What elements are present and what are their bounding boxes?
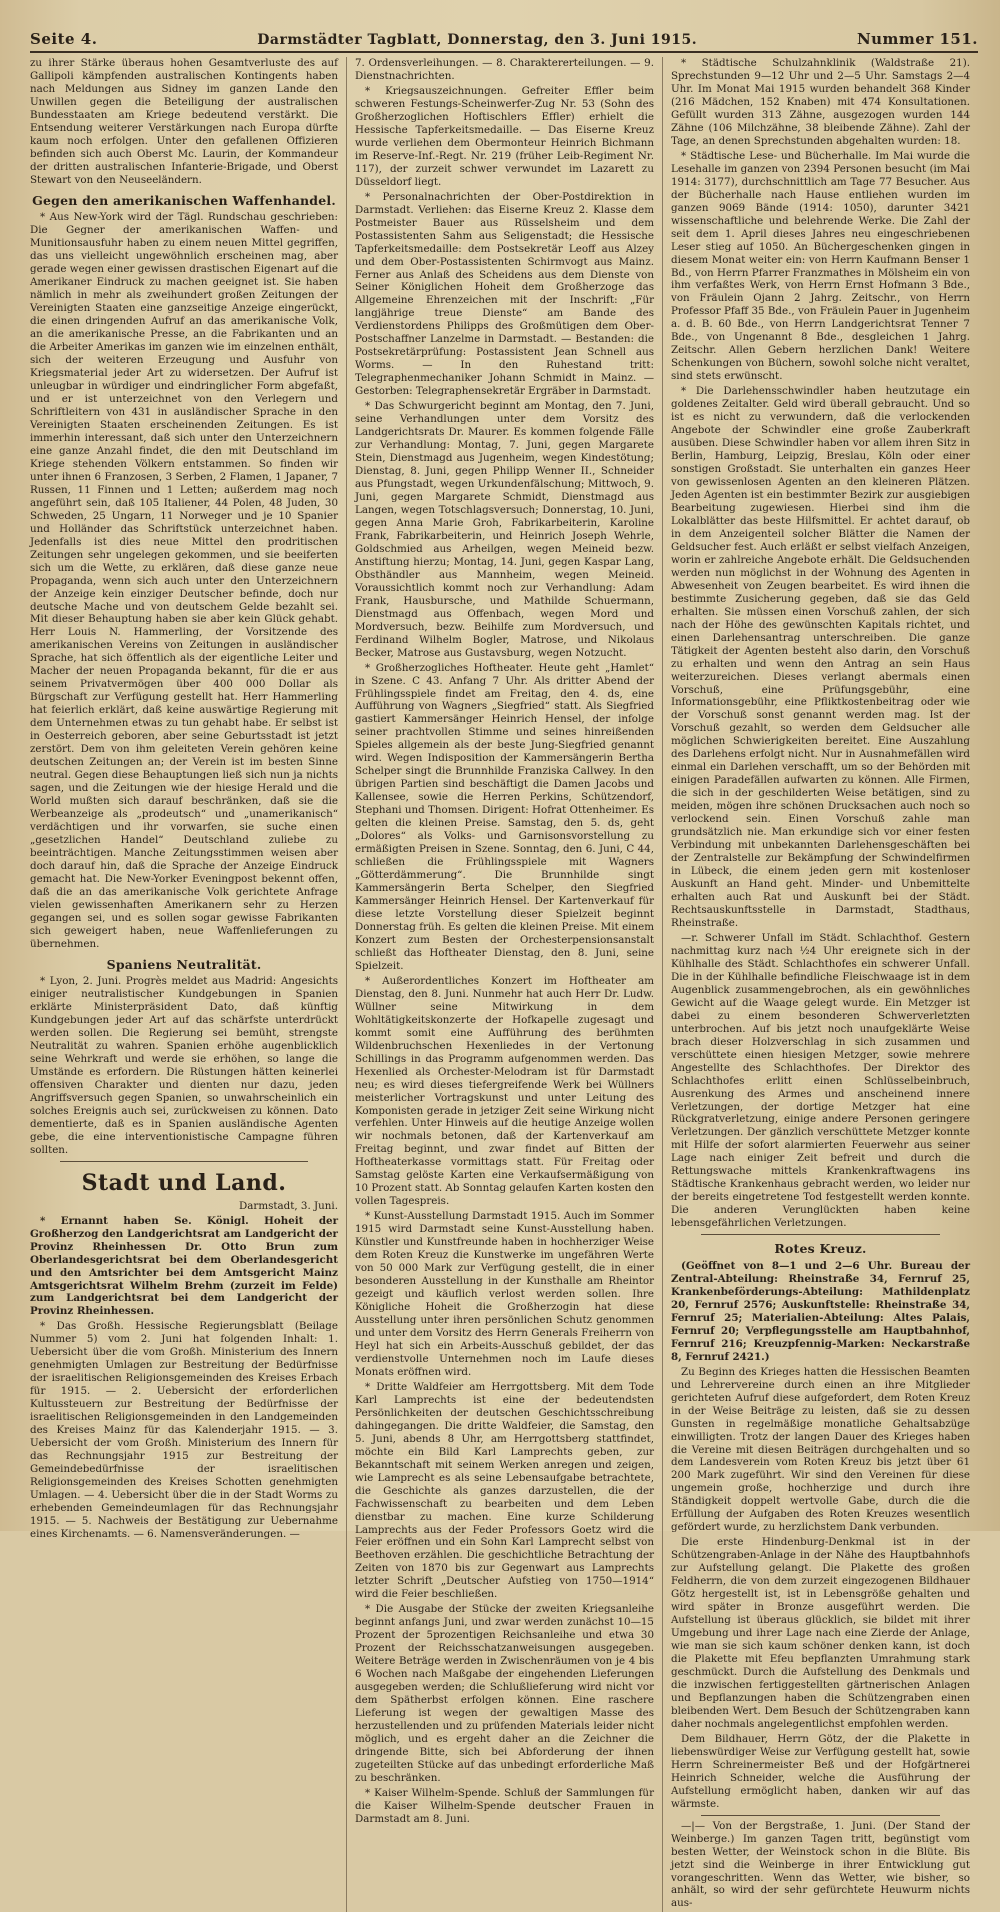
dateline: Darmstadt, 3. Juni.	[239, 1199, 338, 1212]
article-text: Zu Beginn des Krieges hatten die Hessischen Beamten und Lehrervereine durch einen an ihre Mitglieder gerichteten Aufruf diese aufgefordert, dem Roten Kreuz in der Weise Beiträge zu leisten, daß sie zu dessen Gunsten in regelmäßige monatliche Gehaltsabzüge einwilligten. Trotz der langen Dauer des Krieges haben die Vereine mit diesen Beiträgen durchgehalten und so dem Landesverein vom Roten Kreuz bis jetzt über 61 200 Mark zugeführt. Wir sind den Vereinen für diese ungemein große, hochherzige und durch ihre Ständigkeit doppelt wertvolle Gabe, durch die die Erfüllung der Aufgaben des Roten Kreuzes wesentlich gefördert wurde, zu herzlichstem Dank verbunden.	[671, 1365, 970, 1534]
article-text: * Kaiser Wilhelm-Spende. Schluß der Sammlungen für die Kaiser Wilhelm-Spende deutscher Frauen in Darmstadt am 8. Juni.	[355, 1786, 654, 1825]
article-text: * Die Ausgabe der Stücke der zweiten Kriegsanleihe beginnt anfangs Juni, und zwar werden zunächst 10—15 Prozent der 5prozentigen Reichsanleihe und etwa 30 Prozent der Reichsschatzanweisungen ausgegeben. Weitere Beträge werden in Zwischenräumen von je 4 bis 6 Wochen nach Maßgabe der eingehenden Lieferungen ausgegeben werden; die Schlußlieferung wird nicht vor dem Spätherbst erfolgen können. Eine raschere Lieferung ist wegen der gewaltigen Masse des herzustellenden und zu prüfenden Materials leider nicht möglich, und es ergeht daher an die Zeichner die dringende Bitte, sich bei Abforderung der ihnen zugeteilten Stücke auf das unbedingt erforderliche Maß zu beschränken.	[355, 1603, 654, 1784]
article-text: —|— Von der Bergstraße, 1. Juni. (Der Stand der Weinberge.) Im ganzen Tagen tritt, begünstigt vom besten Wetter, der Weinstock schon in die Blüte. Bis jetzt sind die Weinberge in ihrer Entwicklung gut vorangeschritten. Wenn das Wetter, wie bisher, so anhält, so wird der sehr gefürchtete Heuwurm nichts aus-	[671, 1819, 970, 1910]
page-header	[30, 30, 978, 53]
article-text: (Geöffnet von 8—1 und 2—6 Uhr. Bureau der Zentral-Abteilung: Rheinstraße 34, Fernruf 25, Krankenbeförderungs-Abteilung: Mathildenplatz 20, Fernruf 2576; Auskunftstelle: Rheinstraße 34, Fernruf 25; Materialien-Abteilung: Altes Palais, Fernruf 20; Verpflegungsstelle am Hauptbahnhof, Fernruf 216; Kreuzpfennig-Marken: Neckarstraße 8, Fernruf 2421.)	[671, 1259, 970, 1363]
article-text: * Aus New-York wird der Tägl. Rundschau geschrieben: Die Gegner der amerikanischen Waffen- und Munitionsausfuhr haben zu einem neuen Mittel gegriffen, das uns vielleicht ungewöhnlich erscheinen mag, aber gerade wegen einer gewissen drastischen Eigenart auf die Amerikaner Eindruck zu machen geeignet ist. Sie haben nämlich in mehr als zweihundert großen Zeitungen der Vereinigten Staaten eine ganzseitige Anzeige eingerückt, die einen dringenden Aufruf an das amerikanische Volk, an die amerikanische Presse, an die Fabrikanten und an die Arbeiter Amerikas im ganzen wie im einzelnen enthält, sich der weiteren Erzeugung und Ausfuhr von Kriegsmaterial jeder Art zu widersetzen. Der Aufruf ist unleugbar in würdiger und eindringlicher Form abgefaßt, und er ist unterzeichnet von den Verlegern und Schriftleitern von 431 in ausländischer Sprache in den Vereinigten Staaten erscheinenden Zeitungen. Es ist immerhin interessant, daß sich unter den Unterzeichnern eine ganze Anzahl findet, die den mit Deutschland im Kriege stehenden Völkern entstammen. So finden wir unter ihnen 6 Franzosen, 3 Serben, 2 Flamen, 1 Japaner, 7 Russen, 11 Finnen und 1 Letten; außerdem mag noch angeführt sein, daß 105 Italiener, 44 Polen, 48 Juden, 30 Schweden, 25 Ungarn, 11 Norweger und je 10 Spanier und Holländer das Schriftstück unterzeichnet haben. Jedenfalls ist dies neue Mittel den prodritischen Zeitungen sehr ungelegen gekommen, und sie beeiferten sich um die Wette, zu erklären, daß diese ganze neue Propaganda, wenn sich auch unter den Unterzeichnern der Anzeige kein einziger Deutscher befinde, doch nur deutsche Mache und von deutschem Gelde bezahlt sei. Mit dieser Behauptung haben sie aber kein Glück gehabt. Herr Louis N. Hammerling, der Vorsitzende des amerikanischen Vereins von Zeitungen in ausländischer Sprache, hat sich öffentlich als der eigentliche Leiter und Macher der neuen Propaganda bekannt, für die er aus seinem Privatvermögen über 400 000 Dollar als Bürgschaft zur Verfügung gestellt hat. Herr Hammerling hat feierlich erklärt, daß keine auswärtige Regierung mit dem Unternehmen etwas zu tun gehabt habe. Er selbst ist in Oesterreich geboren, aber seine Geburtsstadt ist jetzt zerstört. Dem von ihm geleiteten Verein gehören keine deutschen Zeitungen an; der Verein ist im besten Sinne neutral. Gegen diese Behauptungen ließ sich nun ja nichts sagen, und die Zeitungen wie der hiesige Herald und die World mußten sich darauf beschränken, daß sie die Werbeanzeige als „prodeutsch“ und „unamerikanisch“ verdächtigen und ihr vorwarfen, sie suche einen „gesetzlichen Handel“ Deutschland zuliebe zu beeinträchtigen. Manche Zeitungsstimmen weisen aber doch darauf hin, daß die Sprache der Anzeige Eindruck gemacht hat. Die New-Yorker Eveningpost bekennt offen, daß die an das amerikanische Volk gerichtete Anfrage vielen gewissenhaften Amerikanern sehr zu Herzen gegangen sei, und es sollen sogar gewisse Fabrikanten sich geweigert haben, neue Waffenlieferungen zu übernehmen.	[30, 211, 338, 950]
column-1	[30, 57, 346, 1912]
issue-number: Nummer 151.	[856, 30, 978, 48]
article-text: Dem Bildhauer, Herrn Götz, der die Plakette in liebenswürdiger Weise zur Verfügung gestellt hat, sowie Herrn Schreinermeister Beß und der Hofgärtnerei Heinrich Schneider, welche die Ausführung der Aufstellung ermöglicht haben, danken wir auf das wärmste.	[671, 1732, 970, 1810]
article-headline: Spaniens Neutralität.	[106, 956, 262, 972]
article-text: * Das Großh. Hessische Regierungsblatt (Beilage Nummer 5) vom 2. Juni hat folgenden Inhalt: 1. Uebersicht über die vom Großh. Ministerium des Innern genehmigten Umlagen zur Bestreitung der Bedürfnisse der israelitischen Religionsgemeinden des Kreises Erbach für 1915. — 2. Uebersicht der erforderlichen Kultussteuern zur Bestreitung der Bedürfnisse der israelitischen Religionsgemeinden in den Landgemeinden des Kreises Mainz für das Kalenderjahr 1915. — 3. Uebersicht der vom Großh. Ministerium des Innern für das Rechnungsjahr 1915 zur Bestreitung der Gemeindebedürfnisse der israelitischen Religionsgemeinden des Kreises Schotten genehmigten Umlagen. — 4. Uebersicht über die in der Stadt Worms zu erhebenden Gemeindeumlagen für das Rechnungsjahr 1915. — 5. Nachweis der Bestätigung zur Uebernahme eines Kirchenamts. — 6. Namensveränderungen. —	[30, 1320, 338, 1540]
section-headline: Stadt und Land.	[81, 1169, 287, 1196]
article-headline: Gegen den amerikanischen Waffenhandel.	[32, 192, 336, 208]
article-text: * Städtische Lese- und Bücherhalle. Im Mai wurde die Lesehalle im ganzen von 2394 Personen besucht (im Mai 1914: 3177), durchschnittlich am Tage 77 Besucher. Aus der Bücherhalle nach Hause entliehen wurden im ganzen 9069 Bände (1914: 1050), darunter 3421 wissenschaftliche und belehrende Werke. Die Zahl der seit dem 1. April dieses Jahres neu eingeschriebenen Leser stieg auf 1050. An Büchergeschenken gingen in diesem Monat weiter ein: von Herrn Kaufmann Benser 1 Bd., von Herrn Pfarrer Franzmathes in Mölsheim ein von ihm verfaßtes Werk, von Herrn Ernst Hofmann 3 Bde., von Fräulein Ojann 2 Jahrg. Zeitschr., von Herrn Professor Pfaff 35 Bde., von Fräulein Pauer in Jugenheim a. d. B. 60 Bde., von Herrn Landgerichtsrat Tenner 7 Bde., von Ungenannt 8 Bde., desgleichen 1 Jahrg. Zeitschr. Allen Gebern herzlichen Dank! Weitere Schenkungen von Büchern, sowohl solche nicht veraltet, sind stets erwünscht.	[671, 149, 970, 383]
article-text: * Großherzogliches Hoftheater. Heute geht „Hamlet“ in Szene. C 43. Anfang 7 Uhr. Als dritter Abend der Frühlingsspiele findet am Freitag, den 4. ds, eine Aufführung von Wagners „Siegfried“ statt. Als Siegfried gastiert Kammersänger Heinrich Hensel, der infolge seiner prachtvollen Stimme und seines hinreißenden Spieles allgemein als der beste Jung-Siegfried genannt wird. Wegen Indisposition der Kammersängerin Bertha Schelper singt die Brunnhilde Franziska Callwey. In den übrigen Partien sind beschäftigt die Damen Jacobs und Kallensee, sowie die Herren Perkins, Schützendorf, Stephani und Thomsen. Dirigent: Hofrat Ottenheimer. Es gelten die kleinen Preise. Samstag, den 5. ds, geht „Dolores“ als Volks- und Garnisonsvorstellung zu ermäßigten Preisen in Szene. Sonntag, den 6. Juni, C 44, schließen die Frühlingsspiele mit Wagners „Götterdämmerung“. Die Brunnhilde singt Kammersängerin Berta Schelper, den Siegfried Kammersänger Heinrich Hensel. Der Kartenverkauf für diese letzte Vorstellung dieser Spielzeit beginnt Donnerstag früh. Es gelten die kleinen Preise. Mit einem Konzert zum Besten der Orchesterpensionsanstalt schließt das Hoftheater Dienstag, den 8. Juni, seine Spielzeit.	[355, 661, 654, 972]
article-headline: Rotes Kreuz.	[774, 1241, 867, 1257]
columns	[30, 57, 978, 1910]
divider	[701, 1234, 940, 1235]
article-text: * Kunst-Ausstellung Darmstadt 1915. Auch im Sommer 1915 wird Darmstadt seine Kunst-Ausstellung haben. Künstler und Kunstfreunde haben in hochherziger Weise dem Roten Kreuz die Kunstwerke im ungefähren Werte von 50 000 Mark zur Verfügung gestellt, die in einer besonderen Ausstellung in der Kunsthalle am Rheintor gezeigt und käuflich verlost werden sollen. Ihre Königliche Hoheit die Großherzogin hat diese Ausstellung unter ihren persönlichen Schutz genommen und unter dem Vorsitz des Herrn Generals Freiherrn von Heyl hat sich ein Arbeits-Ausschuß gebildet, der das verdienstvolle Unternehmen noch im Laufe dieses Monats eröffnen wird.	[355, 1210, 654, 1378]
article-text: * Lyon, 2. Juni. Progrès meldet aus Madrid: Angesichts einiger neutralistischer Kundgebungen in Spanien erklärte Ministerpräsident Dato, daß künftig Kundgebungen jeder Art auf das schärfste unterdrückt werden sollen. Die Regierung sei bemüht, strengste Neutralität zu wahren. Spanien erhöhe augenblicklich seine Wehrkraft und werde sie erhöhen, so lange die Umstände es erfordern. Die Rüstungen hätten keinerlei offensiven Charakter und dienten nur dazu, jeden Angriffsversuch gegen Spanien, so unwahrscheinlich ein solches Ereignis auch sei, zurückweisen zu können. Dato dementierte, daß es in Spanien ausländische Agenten gebe, die eine interventionistische Campagne führen sollten.	[30, 975, 338, 1156]
article-text: * Die Darlehensschwindler haben heutzutage ein goldenes Zeitalter. Geld wird überall gebraucht. Und so ist es nicht zu verwundern, daß die verlockenden Angebote der Schwindler eine große Zauberkraft ausüben. Diese Schwindler haben vor allem ihren Sitz in Berlin, Hamburg, Leipzig, Breslau, Köln oder einer sonstigen Großstadt. Sie unterhalten ein ganzes Heer von gewissenlosen Agenten an den kleineren Plätzen. Jeden Agenten ist ein bestimmter Bezirk zur ausgiebigen Bearbeitung zugewiesen. Hierbei sind ihm die Lokalblätter das beste Hilfsmittel. Er achtet darauf, ob in dem Anzeigenteil solcher Blätter die Namen der Geldsucher fest. Auch erläßt er selbst vielfach Anzeigen, worin er zahlreiche Angebote erhält. Die Geldsuchenden werden nun möglichst in der Wohnung des Agenten in Abwesenheit von Zeugen bearbeitet. Es wird ihnen die bestimmte Zusicherung gegeben, daß sie das Geld erhalten. Sie müssen einen Vorschuß zahlen, der sich nach der Höhe des gewünschten Kapitals richtet, und einen Darlehensantrag unterschreiben. Die ganze Tätigkeit der Agenten besteht also darin, den Vorschuß zu erhalten und wenn den Antrag an sein Haus weiterzureichen. Dieses verlangt abermals einen Vorschuß, eine Prüfungsgebühr, eine Informationsgebühr, eine Pfliktkostenbeitrag oder wie der Vorschuß sonst genannt werden mag. Ist der Vorschuß gezahlt, so werden dem Geldsucher alle möglichen Schwierigkeiten bereitet. Eine Auszahlung des Darlehens erfolgt nicht. Nur in Ausnahmefällen wird einmal ein Darlehen verschafft, um so der Behörden mit einigen Paradefällen aufwarten zu können. Alle Firmen, die sich in der geschilderten Weise betätigen, sind zu meiden, mögen ihre schönen Drucksachen auch noch so verlockend sein. Einen Vorschuß zahle man grundsätzlich nie. Man erkundige sich vor einer festen Verbindung mit unbekannten Darlehensgeschäften bei der Zentralstelle zur Bekämpfung der Schwindelfirmen in Lübeck, die einem jeden gern mit kostenloser Auskunft an Hand geht. Minder- und Unbemittelte erhalten auch Rat und Auskunft bei der Städt. Rechtsauskunftsstelle in Darmstadt, Stadthaus, Rheinstraße.	[671, 385, 970, 929]
article-text: —r. Schwerer Unfall im Städt. Schlachthof. Gestern nachmittag kurz nach ½4 Uhr ereignete sich in der Kühlhalle des Städt. Schlachthofes ein schwerer Unfall. Die in der Kühlhalle befindliche Fleischwaage ist in dem Augenblick zusammengebrochen, als ein gewöhnliches Gewicht auf die Waage gelegt wurde. Ein Metzger ist dabei zu einem besonderen Schwerverletzten unterbrochen. Auf bis jetzt noch unaufgeklärte Weise brach dieser Holzverschlag in sich zusammen und verschüttete einen hiesigen Metzger, sowie mehrere Angestellte des Schlachthofes. Der Direktor des Schlachthofes erlitt einen Schlüsselbeinbruch, Ausrenkung des Armes und anscheinend innere Verletzungen, der dortige Metzger hat eine Rückgratverletzung, einige andere Personen geringere Verletzungen. Der gänzlich verschüttete Metzger konnte mit Hilfe der sofort alarmierten Feuerwehr aus seiner Lage nach einiger Zeit befreit und durch die Rettungswache mittels Krankenkraftwagens ins Städtische Krankenhaus gebracht werden, wo leider nur der bereits eingetretene Tod festgestellt werden konnte. Die anderen Verunglückten haben keine lebensgefährlichen Verletzungen.	[671, 931, 970, 1230]
article-text: 7. Ordensverleihungen. — 8. Charaktererteilungen. — 9. Dienstnachrichten.	[355, 57, 654, 82]
column-3	[662, 57, 978, 1912]
article-text: * Personalnachrichten der Ober-Postdirektion in Darmstadt. Verliehen: das Eiserne Kreuz 2. Klasse dem Postmeister Bauer aus Rüsselsheim und dem Postassistenten Sahm aus Seligenstadt; die Hessische Tapferkeitsmedaille: dem Postsekretär Leoff aus Alzey und dem Ober-Postassistenten Schirmvogt aus Mainz. Ferner aus Anlaß des Scheidens aus dem Dienste von Seiner Königlichen Hoheit dem Großherzoge das Allgemeine Ehrenzeichen mit der Inschrift: „Für langjährige treue Dienste“ am Bande des Verdienstordens Philipps des Großmütigen dem Ober-Postschaffner Lanzelme in Darmstadt. — Bestanden: die Postsekretärprüfung: Postassistent Jean Schnell aus Worms. — In den Ruhestand tritt: Telegraphenmechaniker Johann Schmidt in Mainz. — Gestorben: Telegraphensekretär Ergräber in Darmstadt.	[355, 190, 654, 398]
article-text: Die erste Hindenburg-Denkmal ist in der Schützengraben-Anlage in der Nähe des Hauptbahnhofs zur Aufstellung gelangt. Die Plakette des großen Feldherrn, die von dem zurzeit eingezogenen Bildhauer Götz hergestellt ist, ist in Lebensgröße gehalten und wird später in Bronze ausgeführt werden. Die Aufstellung ist überaus glücklich, sie bildet mit ihrer Umgebung und ihrer Lage nach eine Zierde der Anlage, wie man sie sich kaum schöner denken kann, ist doch die Plakette mit Efeu bepflanzten Umrahmung stark geschmückt. Durch die Aufstellung des Denkmals und die inzwischen fertiggestellten gärtnerischen Anlagen und Bepflanzungen haben die Schützengraben einen bleibenden Wert. Dem Besuch der Schützengraben kann daher nochmals angelegentlichst empfohlen werden.	[671, 1536, 970, 1730]
divider	[60, 1161, 308, 1162]
article-text: * Kriegsauszeichnungen. Gefreiter Effler beim schweren Festungs-Scheinwerfer-Zug Nr. 53 (Sohn des Großherzoglichen Hoftischlers Effler) erhielt die Hessische Tapferkeitsmedaille. — Das Eiserne Kreuz wurde verliehen dem Obermonteur Heinrich Bichmann im Reserve-Inf.-Regt. Nr. 219 (früher Leib-Regiment Nr. 117), der zurzeit schwer verwundet im Lazarett zu Düsseldorf liegt.	[355, 84, 654, 188]
article-text: * Ernannt haben Se. Königl. Hoheit der Großherzog den Landgerichtsrat am Landgericht der Provinz Rheinhessen Dr. Otto Brun zum Oberlandesgerichtsrat bei dem Oberlandesgericht und den Amtsrichter bei dem Amtsgericht Mainz Amtsgerichtsrat Wilhelm Brehm (zurzeit im Felde) zum Landgerichtsrat bei dem Landgericht der Provinz Rheinhessen.	[30, 1214, 338, 1318]
article-text: zu ihrer Stärke überaus hohen Gesamtverluste des auf Gallipoli kämpfenden australischen Kontingents haben nach Meldungen aus Sidney im ganzen Lande den Unwillen gegen die Beteiligung der australischen Bundesstaaten am Kriege bedeutend verstärkt. Die Entsendung weiterer Verstärkungen nach Europa dürfte kaum noch erfolgen. Unter den gefallenen Offizieren befinden sich auch Oberst Mc. Laurin, der Kommandeur der dritten australischen Infanterie-Brigade, und Oberst Stewart von den Neuseeländern.	[30, 57, 338, 186]
masthead-line: Darmstädter Tagblatt, Donnerstag, den 3. Juni 1915.	[257, 32, 698, 48]
page-number: Seite 4.	[30, 30, 98, 48]
column-2	[346, 57, 662, 1912]
article-text: * Städtische Schulzahnklinik (Waldstraße 21). Sprechstunden 9—12 Uhr und 2—5 Uhr. Samstags 2—4 Uhr. Im Monat Mai 1915 wurden behandelt 368 Kinder (216 Mädchen, 152 Knaben) mit 474 Konsultationen. Gefüllt wurden 313 Zähne, ausgezogen wurden 144 Zähne (106 Milchzähne, 38 bleibende Zähne). Zahl der Tage, an denen Sprechstunden abgehalten wurden: 18.	[671, 57, 970, 147]
article-text: * Das Schwurgericht beginnt am Montag, den 7. Juni, seine Verhandlungen unter dem Vorsitz des Landgerichtsrats Dr. Maurer. Es kommen folgende Fälle zur Verhandlung: Montag, 7. Juni, gegen Margarete Stein, Dienstmagd aus Jugenheim, wegen Kindestötung; Dienstag, 8. Juni, gegen Philipp Wenner II., Schneider aus Pfungstadt, wegen Urkundenfälschung; Mittwoch, 9. Juni, gegen Margarete Schmidt, Dienstmagd aus Langen, wegen Totschlagsversuch; Donnerstag, 10. Juni, gegen Anna Marie Groh, Fabrikarbeiterin, Karoline Frank, Fabrikarbeiterin, und Heinrich Joseph Wehrle, Goldschmied aus Arheilgen, wegen Meineid bezw. Anstiftung hierzu; Montag, 14. Juni, gegen Kaspar Lang, Obsthändler aus Mannheim, wegen Meineid. Voraussichtlich kommt noch zur Verhandlung: Adam Frank, Hausbursche, und Mathilde Schuermann, Dienstmagd aus Offenbach, wegen Mord und Mordversuch, bezw. Beihilfe zum Mordversuch, und Ferdinand Wilhelm Bogler, Matrose, und Nikolaus Becker, Matrose aus Gustavsburg, wegen Notzucht.	[355, 400, 654, 659]
divider	[701, 1815, 940, 1816]
article-text: * Außerordentliches Konzert im Hoftheater am Dienstag, den 8. Juni. Nunmehr hat auch Herr Dr. Ludw. Wüllner seine Mitwirkung in dem Wohltätigkeitskonzerte der Hofkapelle zugesagt und kommt somit eine Aufführung des berühmten Wildenbruchschen Hexenliedes in der Vertonung Schillings in das Programm aufgenommen werden. Das Hexenlied als Orchester-Melodram ist für Darmstadt neu; es wird dieses tiefergreifende Werk bei Wüllners meisterlicher Vortragskunst und unter Leitung des Komponisten gerade in jetziger Zeit seine Wirkung nicht verfehlen. Unter Hinweis auf die heutige Anzeige wollen wir nochmals betonen, daß der Kartenverkauf am Freitag beginnt, und zwar findet auf Bitten der Hoftheaterkasse vormittags statt. Für Freitag oder Samstag gelöste Karten eine Verkaufsermäßigung von 10 Prozent statt. Ab Sonntag gelaufen Karten kosten den vollen Tagespreis.	[355, 974, 654, 1208]
article-text: * Dritte Waldfeier am Herrgottsberg. Mit dem Tode Karl Lamprechts ist eine der bedeutendsten Persönlichkeiten der deutschen Geschichtsschreibung dahingegangen. Die dritte Waldfeier, die Samstag, den 5. Juni, abends 8 Uhr, am Herrgottsberg stattfindet, möchte ein Bild Karl Lamprechts geben, zur Bekanntschaft mit seinem Werken anregen und zeigen, wie Lamprecht es als seine Lebensaufgabe betrachtete, die Geschichte als ganzes darzustellen, die der Fachwissenschaft zu bearbeiten und dem Leben dienstbar zu machen. Eine kurze Schilderung Lamprechts aus der Feder Professors Goetz wird die Feier eröffnen und ein Sohn Karl Lamprecht selbst von Beethoven erzählen. Die geschichtliche Betrachtung der Zeiten von 1870 bis zur Gegenwart aus Lamprechts letzter Schrift „Deutscher Aufstieg von 1750—1914“ wird die Feier beschließen.	[355, 1380, 654, 1601]
